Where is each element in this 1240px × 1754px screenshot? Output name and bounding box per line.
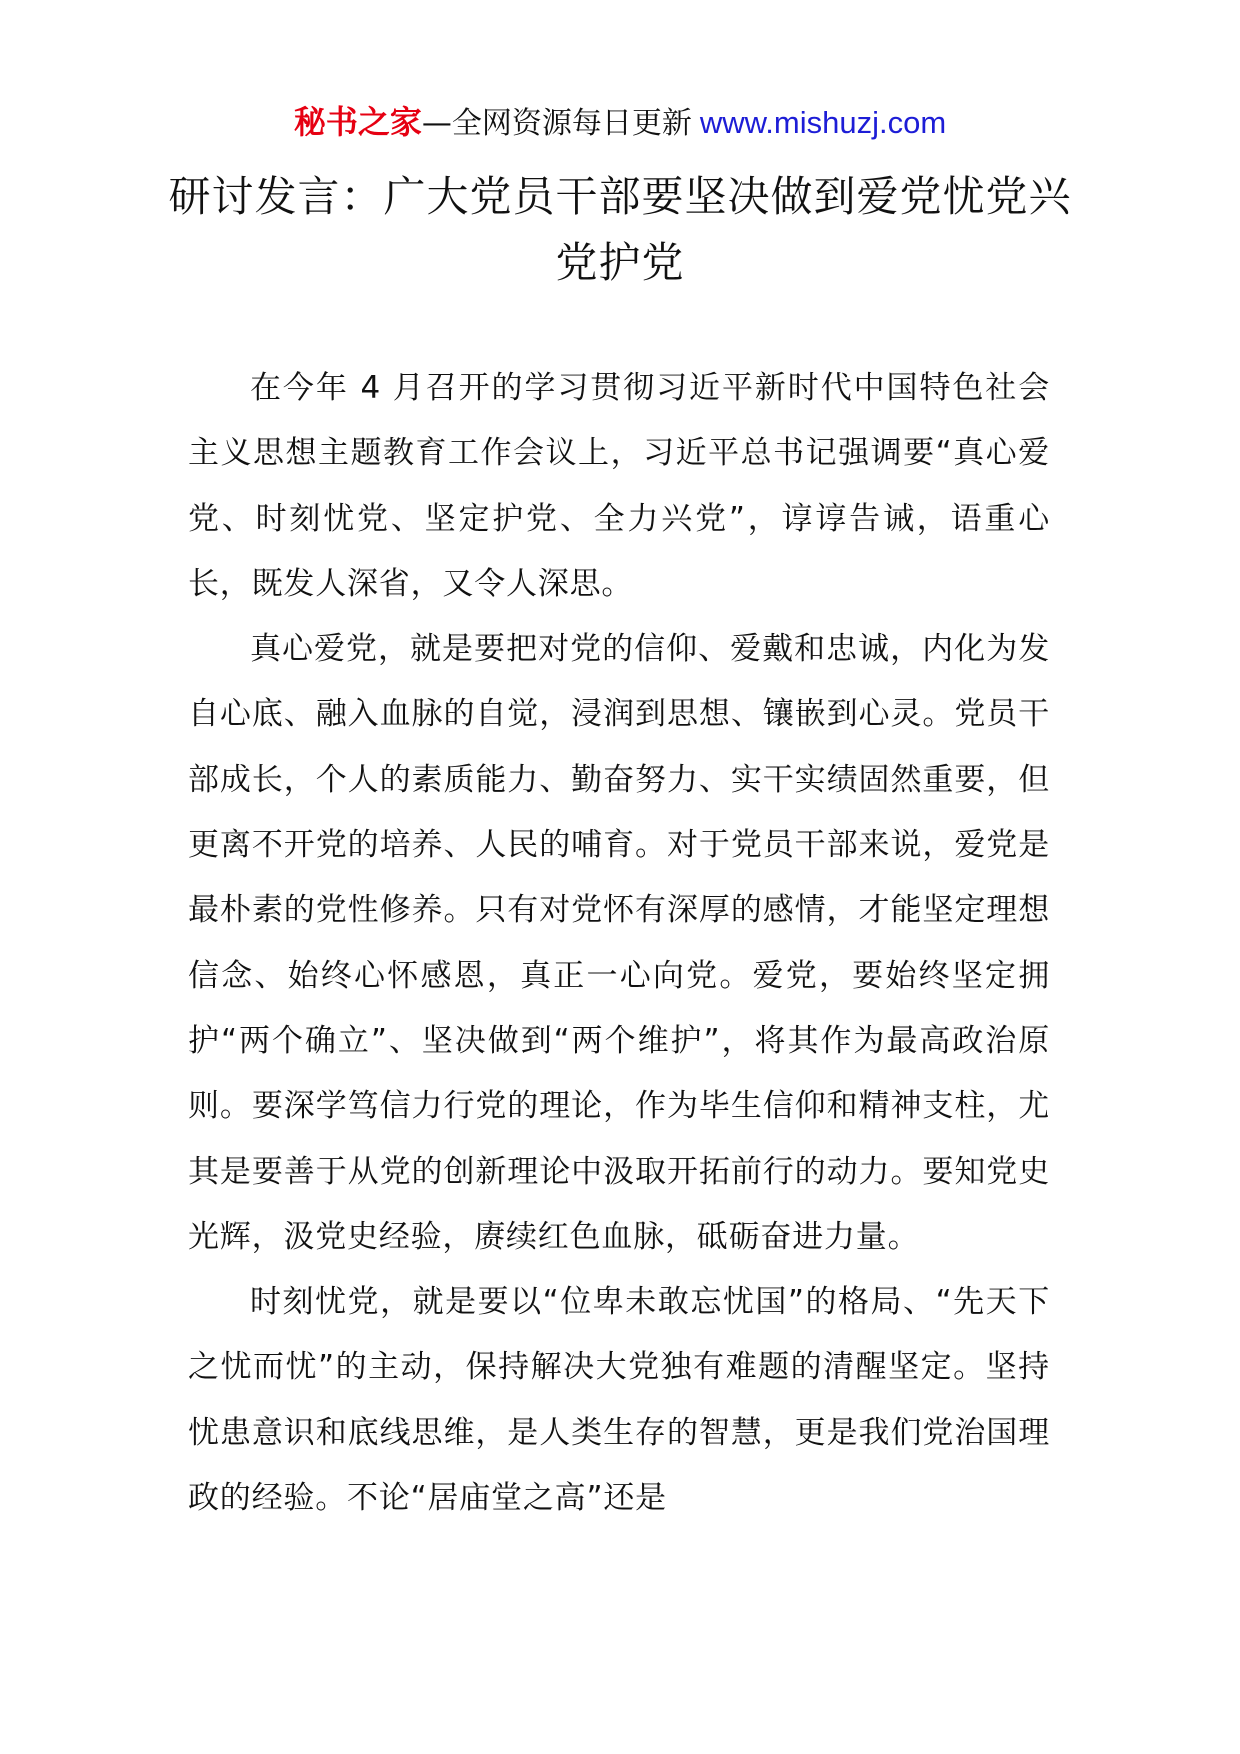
header-tagline: —全网资源每日更新 (421, 106, 692, 141)
paragraph-intro: 在今年 4 月召开的学习贯彻习近平新时代中国特色社会主义思想主题教育工作会议上，习近平总书记强调要“真心爱党、时刻忧党、坚定护党、全力兴党”，谆谆告诫，语重心长，既发人深省，又令人深思。 (188, 370, 1050, 602)
paragraph-worry-party: 时刻忧党，就是要以“位卑未敢忘忧国”的格局、“先天下之忧而忧”的主动，保持解决大党独有难题的清醒坚定。坚持忧患意识和底线思维，是人类生存的智慧，更是我们党治国理政的经验。不论“居庙堂之高”还是 (188, 1284, 1050, 1517)
document-body (188, 356, 1050, 1531)
paragraph-love-party: 真心爱党，就是要把对党的信仰、爱戴和忠诚，内化为发自心底、融入血脉的自觉，浸润到思想、镶嵌到心灵。党员干部成长，个人的素质能力、勤奋努力、实干实绩固然重要，但更离不开党的培养、人民的哺育。对于党员干部来说，爱党是最朴素的党性修养。只有对党怀有深厚的感情，才能坚定理想信念、始终心怀感恩，真正一心向党。爱党，要始终坚定拥护“两个确立”、坚决做到“两个维护”，将其作为最高政治原则。要深学笃信力行党的理论，作为毕生信仰和精神支柱，尤其是要善于从党的创新理论中汲取开拓前行的动力。要知党史光辉，汲党史经验，赓续红色血脉，砥砺奋进力量。 (188, 631, 1050, 1255)
brand-name: 秘书之家 (293, 103, 422, 141)
document-title: 研讨发言：广大党员干部要坚决做到爱党忧党兴党护党 (168, 172, 1072, 287)
site-header (0, 100, 1240, 146)
site-url-link[interactable]: www.mishuzj.com (699, 105, 947, 140)
